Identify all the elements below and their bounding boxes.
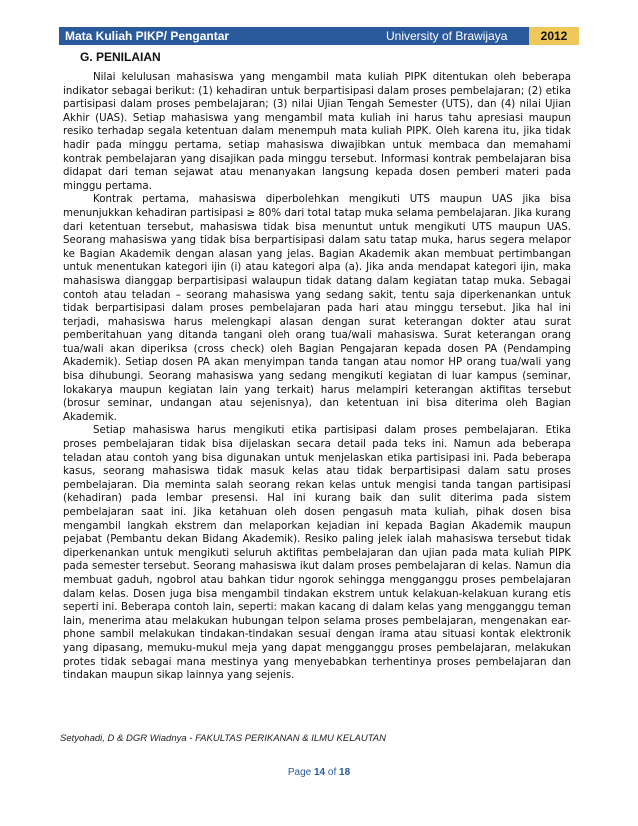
- page-total: 18: [339, 767, 351, 778]
- page-of-label: of: [327, 767, 337, 778]
- page-number: [0, 767, 638, 778]
- body-text: [63, 71, 571, 683]
- footer-author: Setyohadi, D & DGR Wiadnya - FAKULTAS PERIKANAN & ILMU KELAUTAN: [60, 733, 387, 744]
- year-badge: 2012: [529, 27, 579, 45]
- course-title: Mata Kuliah PIKP/ Pengantar: [65, 29, 230, 43]
- paragraph-assessment-intro: Nilai kelulusan mahasiswa yang mengambil mata kuliah PIPK ditentukan oleh beberapa indikator sebagai berikut: (1) kehadiran untuk berpartisipasi dalam proses pembelajaran; (2) etika partisipasi dalam proses pembelajaran; (3) nilai Ujian Tengah Semester (UTS), dan (4) nilai Ujian Akhir (UAS). Setiap mahasiswa yang mengambil mata kuliah ini harus tahu apresiasi maupun resiko terhadap segala ketentuan dalam menempuh mata kuliah PIPK. Oleh karena itu, jika tidak hadir pada minggu pertama, setiap mahasiswa diwajibkan untuk membaca dan memahami kontrak pembelajaran yang disajikan pada minggu tersebut. Informasi kontrak pembelajaran bisa didapat dari teman sejawat atau menanyakan langsung kepada dosen pemberi materi pada minggu pertama.: [63, 71, 571, 192]
- paragraph-participation-ethics: Setiap mahasiswa harus mengikuti etika partisipasi dalam proses pembelajaran. Etika proses pembelajaran tidak bisa dijelaskan secara detail pada teks ini. Namun ada beberapa teladan atau contoh yang bisa digunakan untuk menjelaskan etika partisipasi ini. Pada beberapa kasus, seorang mahasiswa tidak masuk kelas atau tidak berpartisipasi dalam satu proses pembelajaran. Dia meminta salah seorang rekan kelas untuk mengisi tanda tangan partisipasi (kehadiran) pada lembar presensi. Hal ini kurang baik dan sulit diterima pada sistem pembelajaran saat ini. Jika ketahuan oleh dosen pengasuh mata kuliah, pihak dosen bisa mengambil langkah ekstrem dan melaporkan kejadian ini kepada Bagian Akademik maupun pejabat (Pembantu dekan Bidang Akademik). Resiko paling jelek ialah mahasiswa tersebut tidak diperkenankan untuk mengikuti seluruh aktifitas pembelajaran dan ujian pada mata kuliah PIPK pada semester tersebut. Seorang mahasiswa ikut dalam proses pembelajaran di kelas. Namun dia membuat gaduh, ngobrol atau bahkan tidur ngorok sehingga mengganggu proses pembelajaran dalam kelas. Dosen juga bisa mengambil tindakan ekstrem untuk kelakuan-kelakuan kurang etis seperti ini. Beberapa contoh lain, seperti: makan kacang di dalam kelas yang mengganggu teman lain, menerima atau melakukan hubungan telpon selama proses pembelajaran, mengenakan ear-phone sambil melakukan tindakan-tindakan sesuai dengan irama atau situasi kontak elektronik yang dipasang, memuku-mukul meja yang dapat mengganggu proses pembelajaran, melakukan protes tidak sebagai mana mestinya yang menyebabkan terhentinya proses pembelajaran dan tindakan maupun sikap lainnya yang sejenis.: [63, 424, 571, 682]
- page-current: 14: [313, 767, 326, 778]
- university-name: University of Brawijaya: [386, 29, 508, 43]
- page-header: [59, 27, 579, 45]
- section-title: G. PENILAIAN: [80, 50, 161, 64]
- paragraph-first-contract: Kontrak pertama, mahasiswa diperbolehkan mengikuti UTS maupun UAS jika bisa menunjukkan kehadiran partisipasi ≥ 80% dari total tatap muka selama pembelajaran. Jika kurang dari ketentuan tersebut, mahasiswa tidak bisa menuntut untuk mengikuti UTS maupun UAS. Seorang mahasiswa yang tidak bisa berpartisipasi dalam satu tatap muka, harus segera melapor ke Bagian Akademik dengan alasan yang jelas. Bagian Akademik akan membuat pertimbangan untuk menentukan kategori ijin (i) atau kategori alpa (a). Jika anda mendapat kategori ijin, maka mahasiswa dianggap berpartisipasi walaupun tidak datang dalam kegiatan tatap muka. Sebagai contoh atau teladan – seorang mahasiswa yang sedang sakit, tentu saja diperkenankan untuk tidak berpartisipasi dalam proses pembelajaran pada hari atau minggu tersebut. Jika hal ini terjadi, mahasiswa harus melengkapi alasan dengan surat keterangan dokter atau surat pemberitahuan yang ditanda tangani oleh orang tua/wali mahasiswa. Surat keterangan orang tua/wali akan diperiksa (cross check) oleh Bagian Pengajaran kepada dosen PA (Pendamping Akademik). Setiap dosen PA akan menyimpan tanda tangan atau nomor HP orang tua/wali yang bisa dihubungi. Seorang mahasiswa yang sedang mengikuti kegiatan di luar kampus (seminar, lokakarya maupun kegiatan lain yang terkait) harus melampiri keterangan aktifitas tersebut (brosur seminar, undangan atau sejenisnya), dan ketentuan ini bisa diterima oleh Bagian Akademik.: [63, 193, 571, 423]
- page-label: Page: [287, 767, 312, 778]
